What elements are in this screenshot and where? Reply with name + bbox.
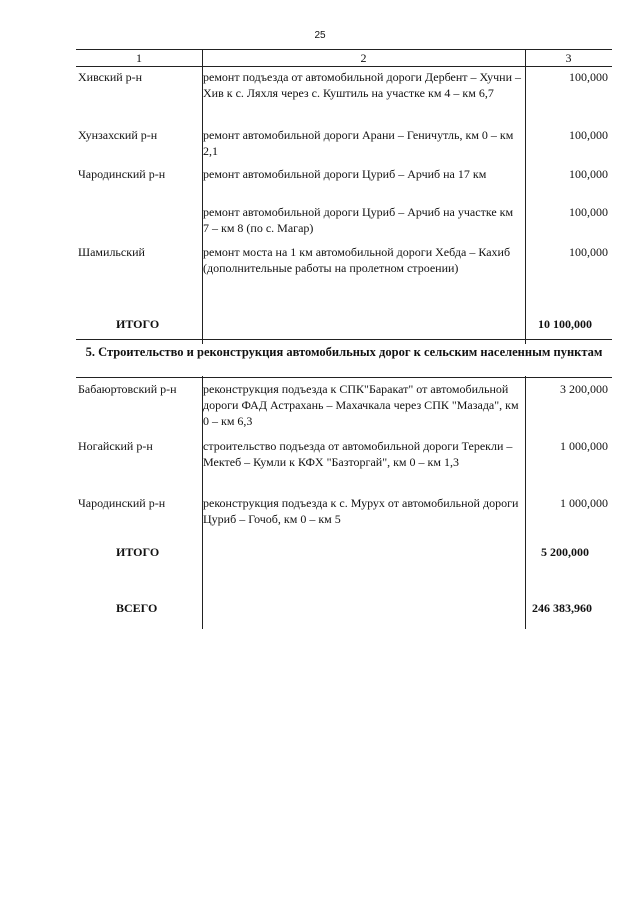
header-col-3: 3 xyxy=(565,51,572,65)
subtotal-value: 10 100,000 xyxy=(538,317,592,331)
district-cell: Чародинский р-н xyxy=(78,496,166,510)
amount-cell: 3 200,000 xyxy=(560,382,608,396)
district-cell: Бабаюртовский р-н xyxy=(78,382,177,396)
section-divider xyxy=(76,377,612,378)
amount-cell: 100,000 xyxy=(569,70,608,84)
amount-cell: 1 000,000 xyxy=(560,496,608,510)
subtotal-value: 5 200,000 xyxy=(541,545,589,559)
district-cell: Хивский р-н xyxy=(78,70,143,84)
page-number: 25 xyxy=(314,30,326,41)
header-col-1: 1 xyxy=(136,51,142,65)
description-cell: ремонт автомобильной дороги Арани – Геничутль, км 0 – км 2,1 xyxy=(203,128,514,158)
amount-cell: 100,000 xyxy=(569,245,608,259)
grand-total-value: 246 383,960 xyxy=(532,601,592,615)
description-cell: ремонт моста на 1 км автомобильной дороги Хебда – Кахиб (дополнительные работы на пролетном строении) xyxy=(203,245,511,275)
amount-cell: 1 000,000 xyxy=(560,439,608,453)
district-cell: Хунзахский р-н xyxy=(78,128,158,142)
table-header xyxy=(76,49,612,67)
amount-cell: 100,000 xyxy=(569,167,608,181)
budget-table xyxy=(76,49,612,629)
amount-cell: 100,000 xyxy=(569,205,608,219)
description-cell: строительство подъезда от автомобильной дороги Терекли – Мектеб – Кумли к КФХ "Базторгай", км 0 – км 1,3 xyxy=(203,439,513,469)
district-cell: Ногайский р-н xyxy=(78,439,153,453)
amount-cell: 100,000 xyxy=(569,128,608,142)
description-cell: ремонт подъезда от автомобильной дороги Дербент – Хучни – Хив к с. Ляхля через с. Куштиль на участке км 4 – км 6,7 xyxy=(203,70,521,100)
description-cell: ремонт автомобильной дороги Цуриб – Арчиб на участке км 7 – км 8 (по с. Магар) xyxy=(203,205,514,235)
subtotal-label: ИТОГО xyxy=(116,545,160,559)
description-cell: ремонт автомобильной дороги Цуриб – Арчиб на 17 км xyxy=(203,167,487,181)
district-cell: Чародинский р-н xyxy=(78,167,166,181)
grand-total-label: ВСЕГО xyxy=(116,601,158,615)
section-divider xyxy=(76,339,612,340)
description-cell: реконструкция подъезда к СПК"Баракат" от автомобильной дороги ФАД Астрахань – Махачкала через СПК "Мазада", км 0 – км 6,3 xyxy=(203,382,519,428)
description-cell: реконструкция подъезда к с. Мурух от автомобильной дороги Цуриб – Гочоб, км 0 – км 5 xyxy=(203,496,519,526)
district-cell: Шамильский xyxy=(78,245,145,259)
section-title: 5. Строительство и реконструкция автомобильных дорог к сельским населенным пунктам xyxy=(76,344,612,376)
header-col-2: 2 xyxy=(360,51,367,65)
subtotal-label: ИТОГО xyxy=(116,317,160,331)
